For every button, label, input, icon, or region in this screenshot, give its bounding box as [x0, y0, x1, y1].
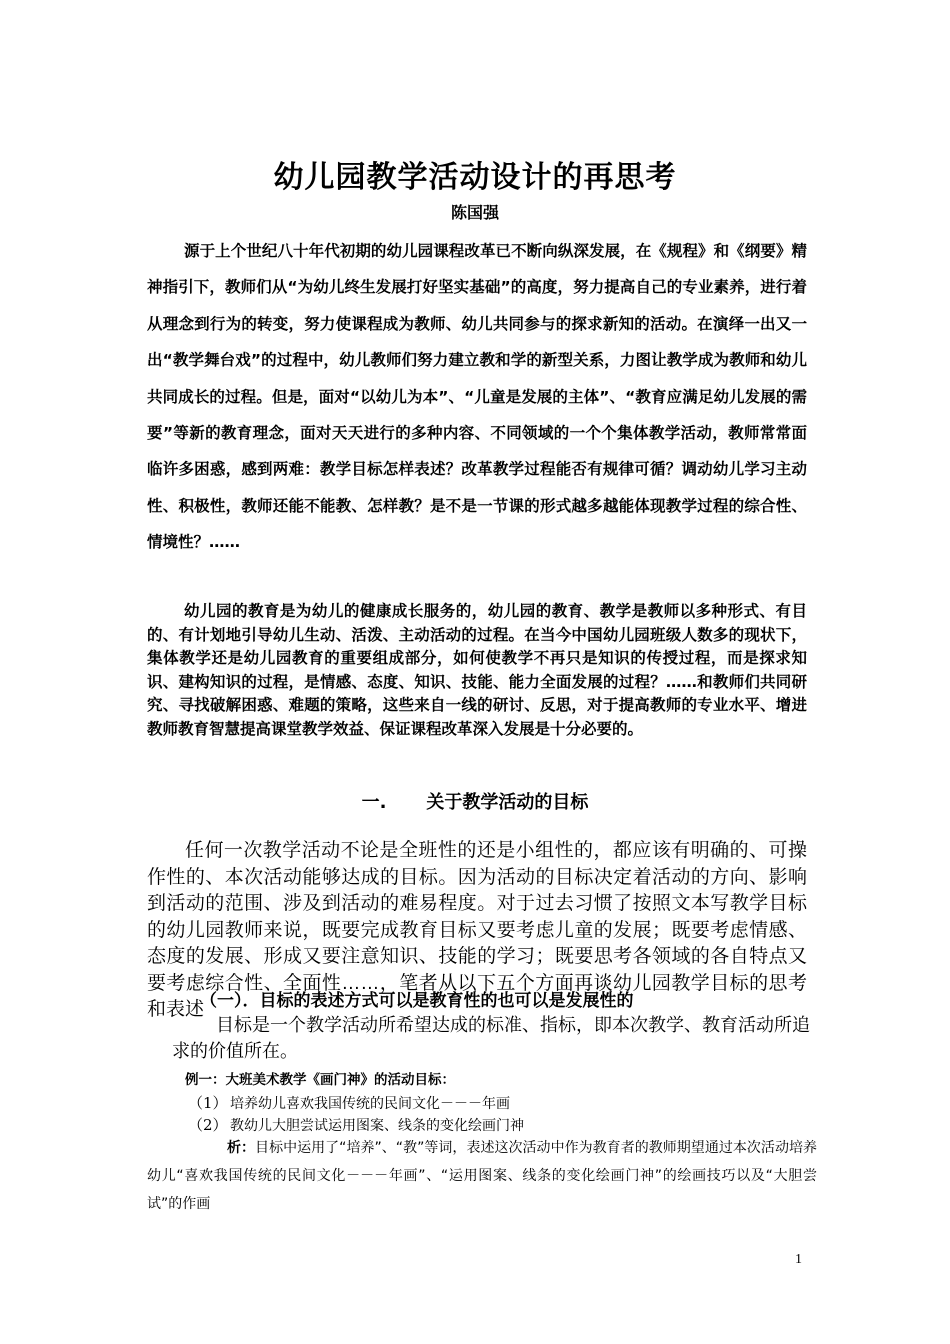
document-title: 幼儿园教学活动设计的再思考: [273, 160, 677, 196]
example-item: [188, 1114, 524, 1135]
analysis-text: 目标中运用了“培养”、“教”等词，表述这次活动中作为教育者的教师期望通过本次活动培养幼儿“喜欢我国传统的民间文化－－－年画”、“运用图案、线条的变化绘画门神”的绘画技巧以及“大胆尝试”的作画: [147, 1140, 817, 1212]
analysis-lead: 析：: [227, 1140, 256, 1156]
example-title: 例一：大班美术教学《画门神》的活动目标：: [185, 1072, 455, 1088]
section-paragraph: 任何一次教学活动不论是全班性的还是小组性的，都应该有明确的、可操作性的、本次活动能够达成的目标。因为活动的目标决定着活动的方向、影响到活动的范围、涉及到活动的难易程度。对于过去习惯了按照文本写教学目标的幼儿园教师来说，既要完成教育目标又要考虑儿童的发展；既要考虑情感、态度的发展、形成又要注意知识、技能的学习；既要思考各领域的各自特点又要考虑综合性、全面性……，笔者从以下五个方面再谈幼儿园教学目标的思考和表述: [147, 840, 807, 1020]
subsection-paragraph: 目标是一个教学活动所希望达成的标准、指标，即本次教学、教育活动所追求的价值所在。: [172, 1015, 810, 1061]
analysis-paragraph: [147, 1134, 817, 1218]
example-item-text: 培养幼儿喜欢我国传统的民间文化－－－年画: [230, 1096, 510, 1112]
example-item: [188, 1092, 510, 1113]
example-item-number: （2）: [188, 1116, 228, 1134]
intro-paragraph: 源于上个世纪八十年代初期的幼儿园课程改革已不断向纵深发展，在《规程》和《纲要》精神指引下，教师们从“为幼儿终生发展打好坚实基础”的高度，努力提高自己的专业素养，进行着从理念到行为的转变，努力使课程成为教师、幼儿共同参与的探求新知的活动。在演绎一出又一出“教学舞台戏”的过程中，幼儿教师们努力建立教和学的新型关系，力图让教学成为教师和幼儿共同成长的过程。但是，面对“以幼儿为本”、“儿童是发展的主体”、“教育应满足幼儿发展的需要”等新的教育理念，面对天天进行的多种内容、不同领域的一个个集体教学活动，教师常常面临许多困惑，感到两难：教学目标怎样表述？改革教学过程能否有规律可循？调动幼儿学习主动性、积极性，教师还能不能教、怎样教？是不是一节课的形式越多越能体现教学过程的综合性、情境性？……: [147, 242, 807, 552]
section-title: 关于教学活动的目标: [426, 792, 589, 813]
author-name: 陈国强: [450, 203, 499, 222]
example-item-number: （1）: [188, 1094, 228, 1112]
second-paragraph: 幼儿园的教育是为幼儿的健康成长服务的，幼儿园的教育、教学是教师以多种形式、有目的、有计划地引导幼儿生动、活泼、主动活动的过程。在当今中国幼儿园班级人数多的现状下，集体教学还是幼儿园教育的重要组成部分，如何使教学不再只是知识的传授过程，而是探求知识、建构知识的过程，是情感、态度、知识、技能、能力全面发展的过程？……和教师们共同研究、寻找破解困惑、难题的策略，这些来自一线的研讨、反思，对于提高教师的专业水平、增进教师教育智慧提高课堂教学效益、保证课程改革深入发展是十分必要的。: [147, 602, 807, 738]
example-item-text: 教幼儿大胆尝试运用图案、线条的变化绘画门神: [230, 1118, 524, 1134]
section-number: 一.: [361, 792, 387, 813]
page-number: 1: [795, 1252, 802, 1267]
section-heading: [0, 788, 950, 814]
subsection-heading: （一）．目标的表述方式可以是教育性的也可以是发展性的: [200, 991, 634, 1011]
